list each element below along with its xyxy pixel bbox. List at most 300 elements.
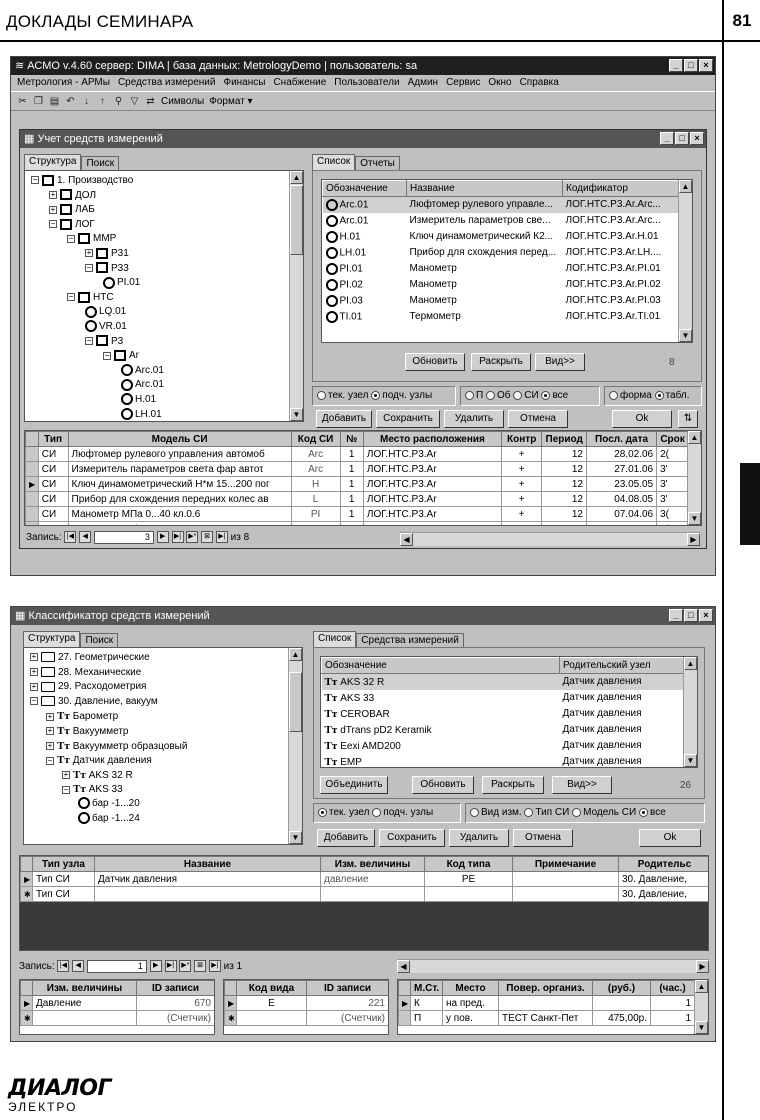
table-cell[interactable]: Манометр МПа 0...40 кл.0.6 — [68, 507, 291, 522]
next-record-icon[interactable]: ▶ — [150, 960, 162, 972]
cancel-button[interactable]: Отмена — [513, 829, 573, 847]
expand-icon[interactable]: + — [50, 204, 56, 214]
table-row[interactable] — [399, 996, 695, 1011]
table-cell[interactable]: на пред. — [443, 996, 499, 1011]
table-cell[interactable] — [321, 887, 425, 902]
row-selector[interactable] — [26, 492, 39, 507]
table-cell[interactable]: 04.08.05 — [587, 492, 657, 507]
tab-instruments[interactable]: Средства измерений — [356, 633, 464, 647]
table-cell[interactable]: П — [411, 1011, 443, 1026]
table-cell[interactable]: 1 — [340, 462, 363, 477]
maximize-icon[interactable]: □ — [675, 132, 689, 145]
table-cell[interactable] — [542, 522, 587, 527]
row-selector[interactable]: ✱ — [225, 1011, 237, 1026]
table-cell[interactable] — [323, 277, 407, 293]
table-cell[interactable]: 3' — [657, 477, 689, 492]
table-cell[interactable] — [587, 522, 657, 527]
table-cell[interactable]: 1 — [340, 507, 363, 522]
record-number-input[interactable]: 1 — [87, 960, 147, 973]
sort-asc-icon[interactable]: ↓ — [84, 95, 89, 107]
table-cell[interactable] — [323, 213, 407, 229]
column-header[interactable]: Обозначение — [323, 181, 407, 197]
table-cell[interactable] — [322, 674, 560, 690]
tree-node[interactable] — [103, 349, 139, 363]
scroll-down-icon[interactable]: ▼ — [688, 512, 701, 525]
table-row[interactable] — [21, 872, 710, 887]
filter-record-icon[interactable]: ⊠ — [201, 531, 213, 543]
tree-node[interactable] — [78, 797, 140, 811]
table-cell[interactable]: Arc — [291, 462, 340, 477]
menu-item-3[interactable]: Снабжение — [273, 77, 327, 88]
expand-icon[interactable]: + — [31, 681, 37, 691]
radio-sub-nodes[interactable]: подч. узлы — [372, 807, 433, 818]
delete-button[interactable]: Удалить — [444, 410, 504, 428]
table-cell[interactable]: 30. Давление, — [619, 887, 710, 902]
radio-all[interactable]: все — [541, 390, 568, 401]
row-selector[interactable]: ✱ — [21, 1011, 33, 1026]
grid-h-scrollbar[interactable] — [400, 532, 700, 546]
column-header[interactable]: Код типа — [425, 857, 513, 872]
table-cell[interactable]: ЛОГ.НТС.Р3.Ar — [363, 447, 501, 462]
new-record-icon[interactable]: ▶* — [179, 960, 191, 972]
table-cell[interactable] — [322, 722, 560, 738]
table-cell[interactable]: Прибор для схождения передних колес ав — [68, 492, 291, 507]
grid-scrollbar[interactable] — [687, 431, 701, 525]
table-cell[interactable]: 1 — [651, 996, 695, 1011]
tab-list[interactable]: Список — [312, 154, 355, 170]
table-row[interactable] — [323, 309, 679, 325]
table-cell[interactable]: Манометр — [409, 263, 457, 274]
table-cell[interactable]: 28.02.06 — [587, 447, 657, 462]
new-record-icon[interactable]: ▶* — [186, 531, 198, 543]
table-cell[interactable]: 12 — [542, 492, 587, 507]
table-cell[interactable]: давление — [321, 872, 425, 887]
scroll-up-icon[interactable]: ▲ — [688, 431, 701, 444]
scroll-up-icon[interactable]: ▲ — [695, 980, 708, 993]
undo-icon[interactable]: ↶ — [66, 95, 75, 107]
table-cell[interactable]: 23.05.05 — [587, 477, 657, 492]
row-selector[interactable] — [26, 522, 39, 527]
tree-node[interactable] — [67, 232, 116, 246]
table-cell[interactable]: 3( — [657, 507, 689, 522]
save-button[interactable]: Сохранить — [379, 829, 445, 847]
table-cell[interactable]: + — [502, 462, 542, 477]
table-cell[interactable] — [38, 522, 68, 527]
last-record-icon[interactable]: ▶| — [172, 531, 184, 543]
add-button[interactable]: Добавить — [316, 410, 372, 428]
paste-icon[interactable]: ▤ — [49, 95, 60, 107]
table-cell[interactable]: ЛОГ.НТС.Р3.Ar.H.01 — [565, 231, 659, 242]
column-header[interactable]: Кодификатор — [563, 181, 679, 197]
expand-icon[interactable]: + — [50, 189, 56, 199]
menu-item-7[interactable]: Окно — [488, 77, 512, 88]
table-cell[interactable]: 12 — [542, 507, 587, 522]
column-header[interactable]: ID записи — [307, 981, 389, 996]
table-row[interactable] — [323, 261, 679, 277]
cancel-button[interactable]: Отмена — [508, 410, 568, 428]
column-header[interactable]: № — [340, 432, 363, 447]
radio-p[interactable]: П — [465, 390, 483, 401]
table-cell[interactable]: ЛОГ.НТС.Р3.Ar — [363, 462, 501, 477]
table-cell[interactable]: Ключ динамометрический К2... — [409, 231, 554, 242]
table-row[interactable] — [21, 996, 215, 1011]
tree-node[interactable] — [46, 724, 128, 738]
column-header[interactable]: Контр — [502, 432, 542, 447]
table-row[interactable] — [26, 477, 689, 492]
table-cell[interactable]: СИ — [38, 492, 68, 507]
row-selector[interactable]: ▶ — [399, 996, 411, 1011]
tree-node[interactable] — [62, 782, 123, 796]
menu-item-1[interactable]: Средства измерений — [117, 77, 216, 88]
list-scrollbar[interactable] — [683, 657, 697, 767]
collapse-icon[interactable]: − — [86, 335, 92, 345]
table-row[interactable] — [322, 706, 684, 722]
table-cell[interactable]: 1 — [340, 447, 363, 462]
table-cell[interactable]: Датчик давления — [562, 724, 642, 735]
filter-record-icon[interactable]: ⊠ — [194, 960, 206, 972]
table-row[interactable] — [26, 447, 689, 462]
table-row[interactable] — [225, 1011, 389, 1026]
collapse-icon[interactable]: − — [104, 350, 110, 360]
table-cell[interactable] — [322, 690, 560, 706]
expand-icon[interactable]: + — [31, 652, 37, 662]
table-cell[interactable]: ЛОГ.НТС.Р3.Ar.PI.03 — [565, 295, 661, 306]
table-cell[interactable]: Термометр — [409, 311, 461, 322]
column-header[interactable]: Изм. величины — [33, 981, 137, 996]
maximize-icon[interactable]: □ — [684, 59, 698, 72]
table-cell[interactable]: СИ — [38, 462, 68, 477]
column-header[interactable]: Родительс — [619, 857, 710, 872]
table-row[interactable] — [323, 197, 679, 213]
close-icon[interactable]: × — [699, 609, 713, 622]
table-cell[interactable]: Датчик давления — [562, 676, 642, 688]
tree-node[interactable] — [30, 651, 150, 665]
sort-desc-icon[interactable]: ↑ — [100, 95, 105, 107]
table-cell[interactable] — [322, 738, 560, 754]
column-header[interactable]: М.Ст. — [411, 981, 443, 996]
expand-button[interactable]: Раскрыть — [471, 353, 531, 371]
table-cell[interactable] — [657, 522, 689, 527]
tab-search[interactable]: Поиск — [81, 156, 119, 170]
format-menu[interactable]: Формат ▾ — [209, 95, 253, 107]
tree-node[interactable] — [62, 768, 133, 782]
tree-node[interactable] — [103, 276, 140, 290]
merge-button[interactable]: Объединить — [320, 776, 388, 794]
table-cell[interactable]: 30. Давление, — [619, 872, 710, 887]
row-selector[interactable] — [399, 1011, 411, 1026]
column-header[interactable]: (час.) — [651, 981, 695, 996]
table-cell[interactable]: 221 — [307, 996, 389, 1011]
table-cell[interactable] — [513, 872, 619, 887]
table-cell[interactable]: у пов. — [443, 1011, 499, 1026]
menu-item-2[interactable]: Финансы — [223, 77, 266, 88]
tree-node[interactable] — [67, 291, 114, 305]
table-cell[interactable]: Давление — [33, 996, 137, 1011]
collapse-icon[interactable]: − — [68, 233, 74, 243]
row-selector[interactable] — [26, 507, 39, 522]
row-selector[interactable] — [26, 462, 39, 477]
view-button[interactable]: Вид>> — [535, 353, 585, 371]
tree-node[interactable] — [121, 393, 156, 407]
table-row[interactable] — [322, 690, 684, 706]
table-cell[interactable]: 07.04.06 — [587, 507, 657, 522]
radio-table[interactable]: табл. — [655, 390, 690, 401]
table-row[interactable] — [399, 1011, 695, 1026]
refresh-button[interactable]: Обновить — [412, 776, 474, 794]
table-row[interactable] — [322, 722, 684, 738]
table-cell[interactable]: (Счетчик) — [137, 1011, 215, 1026]
column-header[interactable]: Обозначение — [322, 658, 560, 674]
scroll-up-icon[interactable]: ▲ — [684, 657, 697, 670]
collapse-icon[interactable]: − — [86, 262, 92, 272]
column-header[interactable]: Место расположения — [363, 432, 501, 447]
radio-current-node[interactable]: тек. узел — [317, 390, 369, 401]
prev-record-icon[interactable]: ◀ — [72, 960, 84, 972]
table-cell[interactable]: Тип СИ — [33, 872, 95, 887]
scroll-up-icon[interactable]: ▲ — [289, 648, 302, 661]
subform-scrollbar[interactable] — [694, 980, 708, 1034]
refresh-button[interactable]: Обновить — [405, 353, 465, 371]
table-cell[interactable]: 12 — [542, 462, 587, 477]
table-row[interactable] — [323, 293, 679, 309]
grid-h-scrollbar[interactable] — [397, 959, 709, 973]
table-cell[interactable]: 27.01.06 — [587, 462, 657, 477]
column-header[interactable]: Код вида — [237, 981, 307, 996]
table-cell[interactable]: Датчик давления — [562, 756, 642, 767]
table-cell[interactable] — [323, 197, 407, 213]
table-cell[interactable] — [340, 522, 363, 527]
scroll-thumb[interactable] — [289, 672, 302, 732]
row-selector[interactable]: ▶ — [21, 872, 33, 887]
filter-icon[interactable]: ▽ — [130, 95, 139, 107]
menu-item-5[interactable]: Админ — [407, 77, 439, 88]
table-cell[interactable]: Люфтомер рулевого управления автомоб — [68, 447, 291, 462]
table-cell[interactable]: ЛОГ.НТС.Р3.Ar.PI.01 — [565, 263, 661, 274]
scroll-up-icon[interactable]: ▲ — [679, 180, 692, 193]
table-row[interactable] — [26, 492, 689, 507]
tree-node[interactable] — [78, 812, 140, 826]
find-icon[interactable]: ⚲ — [114, 95, 123, 107]
table-cell[interactable]: Датчик давления — [562, 692, 642, 703]
tree-node[interactable] — [49, 203, 95, 217]
table-row[interactable] — [26, 462, 689, 477]
table-row[interactable] — [21, 887, 710, 902]
table-cell[interactable]: H — [291, 477, 340, 492]
menu-item-4[interactable]: Пользователи — [334, 77, 400, 88]
table-cell[interactable]: Датчик давления — [562, 708, 642, 719]
close-icon[interactable]: × — [690, 132, 704, 145]
scroll-left-icon[interactable]: ◀ — [397, 960, 410, 973]
table-cell[interactable]: Манометр — [409, 295, 457, 306]
tree-node[interactable] — [30, 666, 141, 680]
column-header[interactable]: Период — [542, 432, 587, 447]
column-header[interactable]: Модель СИ — [68, 432, 291, 447]
column-header[interactable]: Изм. величины — [321, 857, 425, 872]
table-cell[interactable] — [291, 522, 340, 527]
radio-current-node[interactable]: тек. узел — [318, 807, 370, 818]
table-cell[interactable]: 12 — [542, 477, 587, 492]
tab-reports[interactable]: Отчеты — [355, 156, 400, 170]
column-header[interactable]: Повер. организ. — [499, 981, 593, 996]
table-cell[interactable] — [323, 309, 407, 325]
table-row[interactable] — [322, 738, 684, 754]
expand-icon[interactable]: + — [31, 666, 37, 676]
tab-structure[interactable]: Структура — [24, 154, 81, 170]
radio-sub-nodes[interactable]: подч. узлы — [371, 390, 432, 401]
maximize-icon[interactable]: □ — [684, 609, 698, 622]
table-cell[interactable] — [323, 261, 407, 277]
table-cell[interactable]: PI — [291, 507, 340, 522]
radio-si[interactable]: СИ — [513, 390, 538, 401]
table-cell[interactable] — [237, 1011, 307, 1026]
table-cell[interactable]: (Счетчик) — [307, 1011, 389, 1026]
radio-si-type[interactable]: Тип СИ — [524, 807, 569, 818]
prev-record-icon[interactable]: ◀ — [79, 531, 91, 543]
tab-structure[interactable]: Структура — [23, 631, 80, 647]
expand-icon[interactable]: + — [47, 740, 53, 750]
minimize-icon[interactable]: _ — [669, 609, 683, 622]
expand-icon[interactable]: + — [63, 770, 69, 780]
column-header[interactable]: Название — [95, 857, 321, 872]
goto-record-icon[interactable]: ▶| — [209, 960, 221, 972]
scroll-right-icon[interactable]: ▶ — [696, 960, 709, 973]
table-cell[interactable]: Измеритель параметров све... — [409, 215, 551, 226]
table-cell[interactable]: 1 — [340, 492, 363, 507]
minimize-icon[interactable]: _ — [669, 59, 683, 72]
collapse-icon[interactable]: − — [68, 292, 74, 302]
table-cell[interactable] — [322, 706, 560, 722]
table-cell[interactable]: ЛОГ.НТС.Р3.Ar — [363, 507, 501, 522]
table-cell[interactable]: Измеритель параметров света фар автоτ — [68, 462, 291, 477]
table-cell[interactable]: Манометр — [409, 279, 457, 290]
ok-button[interactable]: Ok — [612, 410, 672, 428]
tree-node[interactable] — [85, 247, 129, 261]
cut-icon[interactable]: ✂ — [18, 95, 27, 107]
first-record-icon[interactable]: |◀ — [57, 960, 69, 972]
table-cell[interactable] — [363, 522, 501, 527]
scroll-thumb[interactable] — [290, 185, 303, 255]
list-scrollbar[interactable] — [678, 180, 692, 342]
menu-item-6[interactable]: Сервис — [446, 77, 481, 88]
expand-button[interactable]: Раскрыть — [482, 776, 544, 794]
column-header[interactable]: Место — [443, 981, 499, 996]
table-cell[interactable]: Тип СИ — [33, 887, 95, 902]
table-cell[interactable] — [593, 996, 651, 1011]
expand-icon[interactable]: + — [86, 248, 92, 258]
table-row[interactable] — [322, 674, 684, 690]
menu-item-8[interactable]: Справка — [519, 77, 559, 88]
column-header[interactable]: (руб.) — [593, 981, 651, 996]
scroll-down-icon[interactable]: ▼ — [684, 754, 697, 767]
table-cell[interactable]: СИ — [38, 477, 68, 492]
row-selector[interactable]: ▶ — [225, 996, 237, 1011]
table-cell[interactable]: Датчик давления — [562, 740, 642, 751]
table-cell[interactable]: 2( — [657, 447, 689, 462]
collapse-icon[interactable]: − — [31, 696, 37, 706]
table-cell[interactable]: Arc — [291, 447, 340, 462]
table-cell[interactable]: Ключ динамометрический Н*м 15...200 пог — [68, 477, 291, 492]
tree-node[interactable] — [49, 218, 95, 232]
table-cell[interactable]: + — [502, 447, 542, 462]
table-cell[interactable]: СИ — [38, 507, 68, 522]
table-cell[interactable] — [323, 293, 407, 309]
table-row[interactable] — [26, 522, 689, 527]
table-cell[interactable] — [323, 245, 407, 261]
table-cell[interactable] — [323, 229, 407, 245]
tree-node[interactable] — [85, 305, 126, 319]
tree-node[interactable] — [85, 335, 123, 349]
table-cell[interactable]: 475,00р. — [593, 1011, 651, 1026]
tree-node[interactable] — [30, 680, 146, 694]
tree-node[interactable] — [121, 408, 162, 422]
scroll-down-icon[interactable]: ▼ — [290, 408, 303, 421]
scroll-down-icon[interactable]: ▼ — [679, 329, 692, 342]
scroll-up-icon[interactable]: ▲ — [290, 171, 303, 184]
tree-node[interactable] — [46, 739, 187, 753]
table-cell[interactable]: 1 — [651, 1011, 695, 1026]
goto-record-icon[interactable]: ▶| — [216, 531, 228, 543]
collapse-icon[interactable]: − — [63, 784, 69, 794]
table-cell[interactable]: ЛОГ.НТС.Р3.Ar.Arc... — [565, 215, 661, 226]
collapse-icon[interactable]: − — [32, 175, 38, 185]
row-selector[interactable] — [26, 447, 39, 462]
radio-si-model[interactable]: Модель СИ — [572, 807, 636, 818]
table-cell[interactable]: E — [237, 996, 307, 1011]
column-header[interactable]: Тип узла — [33, 857, 95, 872]
tree-node[interactable] — [85, 262, 129, 276]
table-cell[interactable]: L — [291, 492, 340, 507]
radio-form[interactable]: форма — [609, 390, 652, 401]
next-record-icon[interactable]: ▶ — [157, 531, 169, 543]
radio-all[interactable]: все — [639, 807, 666, 818]
minimize-icon[interactable]: _ — [660, 132, 674, 145]
table-cell[interactable]: ТЕСТ Санкт-Пет — [499, 1011, 593, 1026]
table-cell[interactable]: + — [502, 507, 542, 522]
table-cell[interactable] — [513, 887, 619, 902]
column-header[interactable]: Тип — [38, 432, 68, 447]
table-cell[interactable] — [95, 887, 321, 902]
table-cell[interactable]: ЛОГ.НТС.Р3.Ar.LH.... — [565, 247, 662, 258]
row-selector[interactable]: ▶ — [26, 477, 39, 492]
table-cell[interactable]: СИ — [38, 447, 68, 462]
ok-button[interactable]: Ok — [639, 829, 701, 847]
table-cell[interactable]: Люфтомер рулевого управле... — [409, 199, 553, 211]
column-header[interactable]: Примечание — [513, 857, 619, 872]
row-selector[interactable]: ▶ — [21, 996, 33, 1011]
tab-list[interactable]: Список — [313, 631, 356, 647]
first-record-icon[interactable]: |◀ — [64, 531, 76, 543]
table-row[interactable] — [323, 229, 679, 245]
scroll-right-icon[interactable]: ▶ — [687, 533, 700, 546]
delete-button[interactable]: Удалить — [449, 829, 509, 847]
table-cell[interactable]: 1 — [340, 477, 363, 492]
expand-icon[interactable]: + — [47, 726, 53, 736]
table-cell[interactable]: ЛОГ.НТС.Р3.Ar.PI.02 — [565, 279, 661, 290]
table-row[interactable] — [225, 996, 389, 1011]
save-button[interactable]: Сохранить — [376, 410, 440, 428]
tree-node[interactable] — [121, 364, 164, 378]
table-cell[interactable]: 12 — [542, 447, 587, 462]
table-cell[interactable]: Датчик давления — [95, 872, 321, 887]
tab-search[interactable]: Поиск — [80, 633, 118, 647]
symbols-button[interactable]: Символы — [161, 95, 205, 107]
table-row[interactable] — [323, 245, 679, 261]
table-cell[interactable] — [425, 887, 513, 902]
view-button[interactable]: Вид>> — [552, 776, 612, 794]
table-cell[interactable]: PE — [425, 872, 513, 887]
scroll-down-icon[interactable]: ▼ — [289, 831, 302, 844]
column-header[interactable]: Посл. дата — [587, 432, 657, 447]
